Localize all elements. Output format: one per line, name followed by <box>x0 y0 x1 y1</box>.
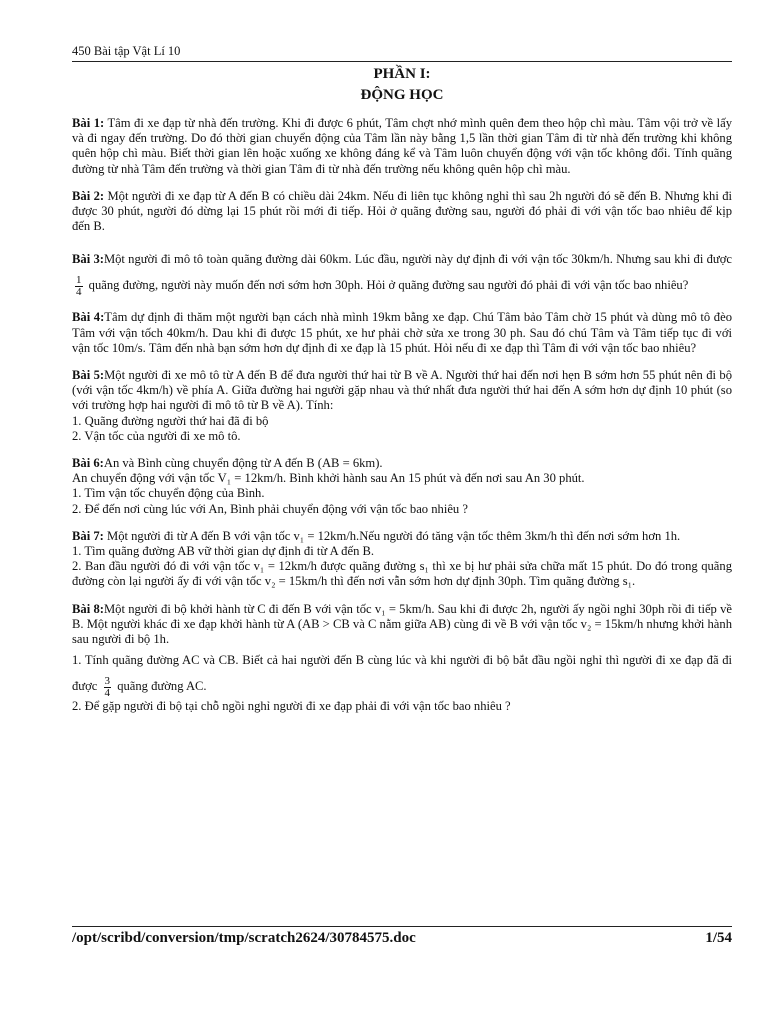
running-header: 450 Bài tập Vật Lí 10 <box>72 44 732 62</box>
problem-label: Bài 1: <box>72 116 105 130</box>
problem-text: quãng đường, người này muốn đến nơi sớm hơn 30ph. Hỏi ở quãng đường sau người đó phải đi với vận tốc bao nhiêu? <box>88 278 689 293</box>
problem-8 <box>72 602 732 715</box>
problem-text: Một người đi xe đạp từ A đến B có chiều dài 24km. Nếu đi liên tục không nghỉ thì sau 2h người đó sẽ đến B. Nhưng khi đi được 30 phút, người đó dừng lại 15 phút rồi mới đi tiếp. Hỏi ở quãng đường sau, người đó phải đi với vận tốc bao nhiêu để kịp đến B. <box>72 188 733 234</box>
problem-text: Một người đi từ A đến B với vận tốc v₁ = 12km/h.Nếu người đó tăng vận tốc thêm 3km/h thì đến nơi sớm hơn 1h. <box>103 528 681 543</box>
problem-2 <box>72 189 732 235</box>
problem-text: Một người đi mô tô toàn quãng đường dài 60km. Lúc đầu, người này dự định đi với vận tốc 30km/h. Nhưng sau khi đi được <box>103 252 732 267</box>
fraction <box>104 676 112 699</box>
problem-text: Một người đi xe mô tô từ A đến B để đưa người thứ hai từ B về A. Người thứ hai đến nơi hẹn B sớm hơn 55 phút nên đi bộ (với vận tốc 4km/h) về phía A. Giữa đường hai người gặp nhau và thứ nhất đưa người thứ hai đến A sớm hơn dự định 10 phút (so với trường hợp hai người đi mô tô từ B về A). Tính: <box>72 368 732 413</box>
problem-label: Bài 7: <box>72 528 104 543</box>
problem-text-line: An chuyển động với vận tốc V₁ = 12km/h. Bình khởi hành sau An 15 phút và đến nơi sau An 30 phút. <box>72 471 585 486</box>
page-footer <box>72 926 732 947</box>
problem-text: Tâm dự định đi thăm một người bạn cách nhà mình 19km bằng xe đạp. Chú Tâm bảo Tâm chờ 15 phút và dùng mô tô đèo Tâm với vận tốch 40km/h. Dau khi đi được 15 phút, xe hư phải chờ sửa xe trong 30 ph. Sau đó chú Tâm và Tâm tiếp tục đi với vận tốc 10m/s. Tâm đến nhà bạn sớm hơn dự định đi xe đạp là 15 phút. Hỏi nếu đi xe đạp thì Tâm đi với vận tốc bao nhiêu? <box>72 310 732 355</box>
question-1: 1. Tìm quãng đường AB vữ thời gian dự định đi từ A đến B. <box>72 544 375 559</box>
problem-label: Bài 5: <box>72 368 105 383</box>
problem-7 <box>72 529 732 590</box>
problem-text: Tâm đi xe đạp từ nhà đến trường. Khi đi được 6 phút, Tâm chợt nhớ mình quên đem theo hộp chì màu. Tâm vội trở về lấy và đi ngay đến trường. Do đó thời gian chuyển động của Tâm lần này bằng 1,5 lần thời gian Tâm đi từ nhà đến trường khi không quên hộp chì màu. Biết thời gian lên hoặc xuống xe không đáng kể và Tâm luôn chuyển động với vận tốc không đổi. Tính quãng đường từ nhà Tâm đến trường và thời gian Tâm đi từ nhà đến trường nếu không quên hộp chì màu. <box>72 116 732 176</box>
problem-6 <box>72 456 732 517</box>
problem-5 <box>72 368 732 444</box>
problem-text: Một người đi bộ khởi hành từ C đi đến B với vận tốc v₁ = 5km/h. Sau khi đi được 2h, người ấy ngồi nghỉ 30ph rồi đi tiếp về B. Một người khác đi xe đạp khởi hành từ A (AB > CB và C nằm giữa AB) cùng đi về B với vận tốc v₂ = 15km/h nhưng khởi hành sau người đi bộ 1h. <box>72 601 732 647</box>
question-2: 2. Vận tốc của người đi xe mô tô. <box>72 428 241 443</box>
problem-4 <box>72 310 732 356</box>
problem-label: Bài 2: <box>72 188 105 203</box>
problem-text: An và Bình cùng chuyển động từ A đến B (AB = 6km). <box>103 456 383 471</box>
question-2: 2. Ban đầu người đó đi với vận tốc v₁ = 12km/h được quãng đường s₁ thì xe bị hư phải sửa chữa mất 15 phút. Do đó trong quãng đường còn lại người ấy đi với vận tốc v₂ = 15km/h thì đến nơi vẫn sớm hơn dự định 30ph. Tìm quãng đường s₁. <box>72 559 732 589</box>
problem-label: Bài 3: <box>72 252 104 267</box>
page-number: 1/54 <box>705 930 732 946</box>
fraction-numerator: 1 <box>76 274 82 287</box>
part-title: PHẦN I: <box>373 66 431 82</box>
document-page <box>72 44 732 726</box>
fraction-denominator: 4 <box>76 286 82 299</box>
fraction-denominator: 4 <box>104 686 111 699</box>
question-1-end: quãng đường AC. <box>117 679 207 694</box>
question-1: 1. Quãng đường người thứ hai đã đi bộ <box>72 413 269 428</box>
question-2: 2. Để gặp người đi bộ tại chỗ ngồi nghỉ người đi xe đạp phải đi với vận tốc bao nhiêu ? <box>72 699 511 714</box>
problem-label: Bài 4: <box>72 310 105 325</box>
footer-path: /opt/scribd/conversion/tmp/scratch2624/30784575.doc <box>72 930 416 946</box>
question-2: 2. Để đến nơi cùng lúc với An, Bình phải chuyển động với vận tốc bao nhiêu ? <box>72 501 468 516</box>
fraction <box>75 275 83 298</box>
problem-label: Bài 6: <box>72 456 104 471</box>
part-subtitle: ĐỘNG HỌC <box>360 87 444 103</box>
fraction-numerator: 3 <box>104 674 111 687</box>
problem-1 <box>72 116 732 177</box>
question-1: 1. Tìm vận tốc chuyển động của Bình. <box>72 486 265 501</box>
question-1: 1. Tính quãng đường AC và CB. Biết cả hai người đến B cùng lúc và khi người đi bộ bắt đầu ngồi nghỉ thì người đi xe đạp đã đi được <box>72 653 732 694</box>
problem-3 <box>72 246 732 298</box>
problem-label: Bài 8: <box>72 601 104 616</box>
